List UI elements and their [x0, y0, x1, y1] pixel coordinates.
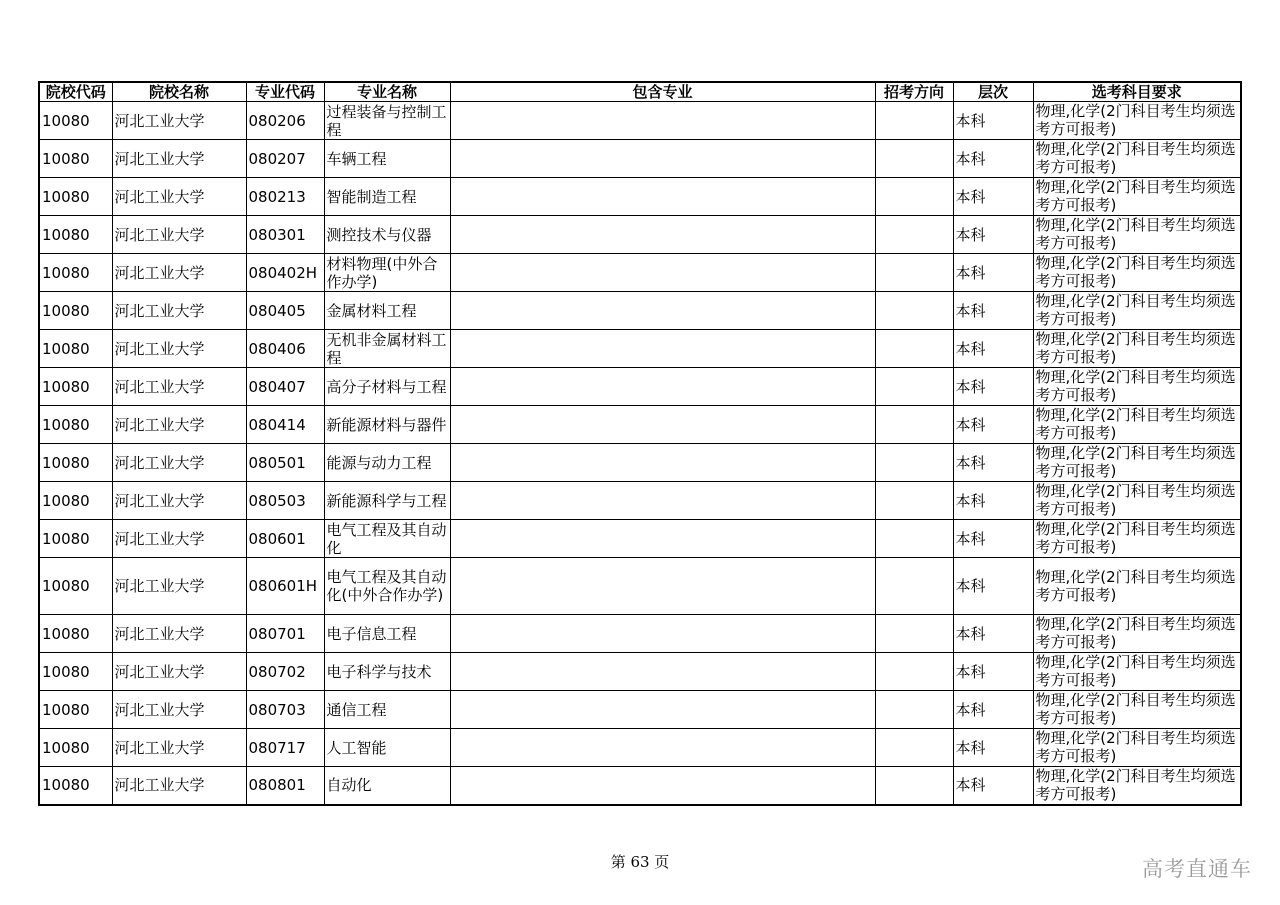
cell-subject-requirement: 物理,化学(2门科目考生均须选考方可报考)	[1033, 615, 1241, 653]
cell-school-code: 10080	[39, 140, 112, 178]
cell-school-code: 10080	[39, 292, 112, 330]
cell-subject-requirement: 物理,化学(2门科目考生均须选考方可报考)	[1033, 178, 1241, 216]
cell-school-code: 10080	[39, 520, 112, 558]
cell-level: 本科	[953, 482, 1033, 520]
cell-direction	[875, 615, 953, 653]
cell-included-majors	[450, 216, 875, 254]
cell-major-code: 080703	[246, 691, 324, 729]
table-row	[39, 482, 1241, 520]
cell-subject-requirement: 物理,化学(2门科目考生均须选考方可报考)	[1033, 558, 1241, 615]
cell-level: 本科	[953, 178, 1033, 216]
cell-school-code: 10080	[39, 653, 112, 691]
table-row	[39, 767, 1241, 805]
cell-included-majors	[450, 292, 875, 330]
cell-level: 本科	[953, 330, 1033, 368]
cell-major-code: 080601H	[246, 558, 324, 615]
cell-included-majors	[450, 729, 875, 767]
cell-direction	[875, 406, 953, 444]
cell-included-majors	[450, 767, 875, 805]
cell-school-code: 10080	[39, 767, 112, 805]
cell-direction	[875, 520, 953, 558]
cell-major-code: 080414	[246, 406, 324, 444]
cell-major-name: 新能源材料与器件	[324, 406, 450, 444]
cell-school-name: 河北工业大学	[112, 691, 246, 729]
cell-major-code: 080801	[246, 767, 324, 805]
cell-subject-requirement: 物理,化学(2门科目考生均须选考方可报考)	[1033, 406, 1241, 444]
cell-major-name: 能源与动力工程	[324, 444, 450, 482]
cell-major-code: 080601	[246, 520, 324, 558]
cell-direction	[875, 767, 953, 805]
cell-school-name: 河北工业大学	[112, 653, 246, 691]
cell-direction	[875, 368, 953, 406]
table-row	[39, 254, 1241, 292]
cell-included-majors	[450, 482, 875, 520]
cell-school-name: 河北工业大学	[112, 178, 246, 216]
cell-school-name: 河北工业大学	[112, 558, 246, 615]
cell-school-name: 河北工业大学	[112, 615, 246, 653]
cell-school-name: 河北工业大学	[112, 444, 246, 482]
header-subject-requirement: 选考科目要求	[1033, 82, 1241, 102]
cell-subject-requirement: 物理,化学(2门科目考生均须选考方可报考)	[1033, 520, 1241, 558]
cell-major-name: 新能源科学与工程	[324, 482, 450, 520]
cell-school-code: 10080	[39, 691, 112, 729]
table-row	[39, 330, 1241, 368]
cell-included-majors	[450, 615, 875, 653]
cell-major-code: 080405	[246, 292, 324, 330]
cell-major-code: 080717	[246, 729, 324, 767]
cell-subject-requirement: 物理,化学(2门科目考生均须选考方可报考)	[1033, 254, 1241, 292]
cell-level: 本科	[953, 444, 1033, 482]
cell-school-code: 10080	[39, 330, 112, 368]
table-row	[39, 444, 1241, 482]
cell-level: 本科	[953, 653, 1033, 691]
cell-school-code: 10080	[39, 178, 112, 216]
table-row	[39, 558, 1241, 615]
cell-direction	[875, 729, 953, 767]
cell-major-name: 电气工程及其自动化(中外合作办学)	[324, 558, 450, 615]
cell-major-name: 车辆工程	[324, 140, 450, 178]
cell-direction	[875, 102, 953, 140]
cell-school-name: 河北工业大学	[112, 406, 246, 444]
cell-school-name: 河北工业大学	[112, 292, 246, 330]
cell-included-majors	[450, 368, 875, 406]
table-body	[39, 102, 1241, 805]
cell-school-name: 河北工业大学	[112, 330, 246, 368]
admission-requirements-table	[38, 81, 1242, 806]
cell-level: 本科	[953, 292, 1033, 330]
cell-school-code: 10080	[39, 102, 112, 140]
cell-subject-requirement: 物理,化学(2门科目考生均须选考方可报考)	[1033, 330, 1241, 368]
cell-included-majors	[450, 330, 875, 368]
cell-direction	[875, 330, 953, 368]
cell-direction	[875, 292, 953, 330]
cell-level: 本科	[953, 406, 1033, 444]
cell-included-majors	[450, 653, 875, 691]
cell-school-code: 10080	[39, 216, 112, 254]
cell-school-code: 10080	[39, 444, 112, 482]
cell-major-name: 电子科学与技术	[324, 653, 450, 691]
table-row	[39, 102, 1241, 140]
cell-major-name: 电子信息工程	[324, 615, 450, 653]
cell-subject-requirement: 物理,化学(2门科目考生均须选考方可报考)	[1033, 729, 1241, 767]
cell-school-code: 10080	[39, 729, 112, 767]
cell-school-code: 10080	[39, 558, 112, 615]
cell-included-majors	[450, 140, 875, 178]
cell-school-name: 河北工业大学	[112, 482, 246, 520]
cell-subject-requirement: 物理,化学(2门科目考生均须选考方可报考)	[1033, 767, 1241, 805]
table-row	[39, 178, 1241, 216]
cell-included-majors	[450, 102, 875, 140]
cell-subject-requirement: 物理,化学(2门科目考生均须选考方可报考)	[1033, 444, 1241, 482]
cell-level: 本科	[953, 254, 1033, 292]
page-number: 第 63 页	[610, 853, 670, 871]
table-row	[39, 729, 1241, 767]
cell-major-code: 080407	[246, 368, 324, 406]
cell-subject-requirement: 物理,化学(2门科目考生均须选考方可报考)	[1033, 140, 1241, 178]
cell-major-code: 080503	[246, 482, 324, 520]
cell-direction	[875, 482, 953, 520]
cell-major-code: 080701	[246, 615, 324, 653]
cell-direction	[875, 140, 953, 178]
cell-included-majors	[450, 254, 875, 292]
cell-subject-requirement: 物理,化学(2门科目考生均须选考方可报考)	[1033, 653, 1241, 691]
cell-major-code: 080702	[246, 653, 324, 691]
cell-included-majors	[450, 444, 875, 482]
cell-school-code: 10080	[39, 368, 112, 406]
header-level: 层次	[953, 82, 1033, 102]
cell-level: 本科	[953, 767, 1033, 805]
cell-subject-requirement: 物理,化学(2门科目考生均须选考方可报考)	[1033, 292, 1241, 330]
cell-level: 本科	[953, 691, 1033, 729]
header-school-name: 院校名称	[112, 82, 246, 102]
cell-subject-requirement: 物理,化学(2门科目考生均须选考方可报考)	[1033, 102, 1241, 140]
cell-subject-requirement: 物理,化学(2门科目考生均须选考方可报考)	[1033, 216, 1241, 254]
cell-major-code: 080301	[246, 216, 324, 254]
header-direction: 招考方向	[875, 82, 953, 102]
cell-major-name: 人工智能	[324, 729, 450, 767]
cell-level: 本科	[953, 368, 1033, 406]
cell-included-majors	[450, 406, 875, 444]
header-major-code: 专业代码	[246, 82, 324, 102]
table-row	[39, 653, 1241, 691]
cell-included-majors	[450, 520, 875, 558]
cell-direction	[875, 178, 953, 216]
table-row	[39, 292, 1241, 330]
cell-school-code: 10080	[39, 406, 112, 444]
cell-direction	[875, 254, 953, 292]
cell-school-code: 10080	[39, 615, 112, 653]
header-school-code: 院校代码	[39, 82, 112, 102]
cell-level: 本科	[953, 140, 1033, 178]
table-row	[39, 406, 1241, 444]
cell-school-name: 河北工业大学	[112, 216, 246, 254]
cell-major-name: 通信工程	[324, 691, 450, 729]
cell-major-code: 080402H	[246, 254, 324, 292]
cell-level: 本科	[953, 102, 1033, 140]
cell-school-name: 河北工业大学	[112, 729, 246, 767]
cell-major-name: 智能制造工程	[324, 178, 450, 216]
cell-school-name: 河北工业大学	[112, 254, 246, 292]
cell-direction	[875, 653, 953, 691]
watermark: 高考直通车	[1142, 857, 1252, 881]
cell-school-name: 河北工业大学	[112, 767, 246, 805]
table-row	[39, 140, 1241, 178]
cell-major-code: 080206	[246, 102, 324, 140]
header-major-name: 专业名称	[324, 82, 450, 102]
cell-level: 本科	[953, 615, 1033, 653]
cell-school-name: 河北工业大学	[112, 368, 246, 406]
cell-major-code: 080406	[246, 330, 324, 368]
cell-major-name: 电气工程及其自动化	[324, 520, 450, 558]
cell-subject-requirement: 物理,化学(2门科目考生均须选考方可报考)	[1033, 691, 1241, 729]
cell-school-name: 河北工业大学	[112, 520, 246, 558]
cell-level: 本科	[953, 216, 1033, 254]
cell-included-majors	[450, 178, 875, 216]
cell-major-name: 自动化	[324, 767, 450, 805]
cell-major-code: 080207	[246, 140, 324, 178]
header-included-majors: 包含专业	[450, 82, 875, 102]
cell-direction	[875, 558, 953, 615]
cell-level: 本科	[953, 520, 1033, 558]
cell-major-name: 材料物理(中外合作办学)	[324, 254, 450, 292]
cell-direction	[875, 444, 953, 482]
cell-major-name: 测控技术与仪器	[324, 216, 450, 254]
cell-major-code: 080213	[246, 178, 324, 216]
cell-major-name: 无机非金属材料工程	[324, 330, 450, 368]
cell-direction	[875, 216, 953, 254]
table-row	[39, 615, 1241, 653]
cell-school-code: 10080	[39, 482, 112, 520]
cell-major-code: 080501	[246, 444, 324, 482]
table-row	[39, 520, 1241, 558]
cell-school-code: 10080	[39, 254, 112, 292]
cell-included-majors	[450, 558, 875, 615]
cell-major-name: 高分子材料与工程	[324, 368, 450, 406]
cell-subject-requirement: 物理,化学(2门科目考生均须选考方可报考)	[1033, 368, 1241, 406]
cell-school-name: 河北工业大学	[112, 102, 246, 140]
cell-subject-requirement: 物理,化学(2门科目考生均须选考方可报考)	[1033, 482, 1241, 520]
table-header-row	[39, 82, 1241, 102]
table-row	[39, 216, 1241, 254]
table-row	[39, 691, 1241, 729]
table-row	[39, 368, 1241, 406]
cell-major-name: 过程装备与控制工程	[324, 102, 450, 140]
cell-level: 本科	[953, 729, 1033, 767]
cell-included-majors	[450, 691, 875, 729]
cell-school-name: 河北工业大学	[112, 140, 246, 178]
cell-major-name: 金属材料工程	[324, 292, 450, 330]
cell-level: 本科	[953, 558, 1033, 615]
cell-direction	[875, 691, 953, 729]
